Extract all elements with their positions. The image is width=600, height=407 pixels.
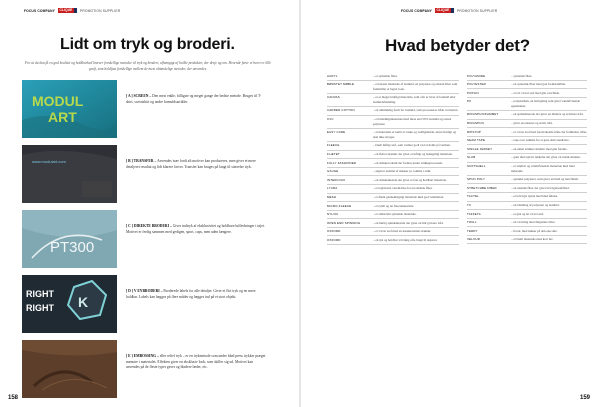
svg-text:www.modulart.com: www.modulart.com — [32, 159, 66, 164]
left-page — [0, 0, 299, 407]
glossary-entry — [467, 111, 587, 120]
glossary-definition: – at materialet er nemt at vaske og vedligeholde, tørrer hurtigt og skal ikke stryges. — [373, 130, 457, 139]
glossary-entry — [467, 184, 587, 193]
embossing-photo — [22, 340, 117, 398]
glossary-definition: – en almindelig form for bomuld, som processeres både ved karter. — [373, 108, 459, 113]
glossary-definition: – et registreret varemærke for en elastisk fiber. — [373, 186, 433, 191]
glossary-entry — [327, 159, 459, 168]
glossary-term: VELOUR — [467, 237, 481, 242]
page-title: Lidt om tryk og broderi. — [60, 36, 235, 53]
glossary-entry — [467, 98, 587, 111]
glossary-entry — [467, 89, 587, 98]
page-title: Hvad betyder det? — [385, 36, 530, 55]
glossary-term: TWILL — [467, 220, 477, 225]
clique-logo: CLIQUE — [58, 8, 77, 13]
glossary-term: CANVAS — [327, 95, 340, 100]
glossary-definition: – en syntetisk fiber med god formstabilitet. — [511, 82, 566, 87]
glossary-entry — [467, 128, 587, 137]
screen-print-photo — [22, 80, 117, 138]
header-brand: FOCUS COMPANY — [24, 8, 56, 13]
glossary-entry — [467, 227, 587, 236]
glossary-definition: – giver en ensartet og stærk tråd. — [511, 121, 553, 126]
glossary-entry — [327, 236, 459, 245]
glossary-definition: – et tyndt og let fleecemateriale. — [373, 203, 415, 208]
glossary-entry — [467, 120, 587, 129]
glossary-entry — [327, 129, 459, 142]
glossary-term: BØRSTET MØBLE — [327, 82, 355, 87]
glossary-entry — [467, 81, 587, 90]
woven-label-photo — [22, 275, 117, 333]
glossary-entry — [467, 154, 587, 163]
glossary-entry — [327, 142, 459, 151]
right-header — [401, 8, 497, 13]
glossary-definition: – et vævet stof med forstærkende tråde der forhindrer rifter. — [511, 129, 587, 134]
glossary-definition: – et blandingsmateriale med mere end 50% bomuld og resten polyester. — [373, 117, 452, 126]
glossary-definition: – blødt luftigt stof, som varmer godt ved at holde på varmen. — [373, 143, 451, 148]
glossary-entry — [327, 176, 459, 185]
glossary-entry — [327, 72, 459, 81]
glossary-entry — [327, 116, 459, 129]
glossary-term: OXFORD — [327, 237, 341, 242]
glossary-definition: – et letvægts nylon med blød følelse. — [511, 194, 559, 199]
glossary-entry — [467, 72, 587, 81]
method-label: [ E ] EMBOSSING – — [126, 354, 159, 358]
glossary-entry — [467, 219, 587, 228]
glossary-term: POLYESTER — [467, 82, 486, 87]
glossary-definition: – garn med ujævn tykkelse der giver en rustik struktur. — [511, 155, 581, 160]
right-page — [301, 0, 600, 407]
glossary-column-2 — [467, 72, 587, 244]
method-description: eller relief tryk – er en trykmetode som under blød press trykker præget mønstre i materialet. Effekten giver en eksklusiv look, som skiller sig ud. Motivet kan anvendes på de fleste typer gaver og blødere læder, etc. — [126, 354, 266, 369]
glossary-definition: – et åbent gennemsigtigt materiale med god ventilation. — [373, 195, 444, 199]
glossary-term: LYCRA — [327, 186, 338, 191]
glossary-definition: – et blødt materiale med kort luv. — [511, 237, 554, 242]
glossary-term: MESH — [327, 195, 337, 199]
transfer-print-photo — [22, 145, 117, 203]
glossary-entry — [467, 236, 587, 245]
glossary-term: EASY CARE — [327, 130, 346, 135]
glossary-entry — [467, 193, 587, 202]
glossary-term: OXFORD — [327, 229, 341, 234]
glossary-term: GAUGE — [327, 169, 339, 174]
glossary-entry — [327, 151, 459, 160]
glossary-entry — [327, 211, 459, 220]
method-label: [ D ] V EYBRODERI – — [126, 289, 163, 293]
svg-text:PT300: PT300 — [50, 239, 95, 256]
glossary-definition: – et slidstærkt syntetisk materiale. — [373, 212, 417, 217]
glossary-definition: – frotté, med løkker på den ene side. — [511, 228, 558, 233]
glossary-definition: – en blanding af polyester og bomuld. — [511, 203, 560, 207]
glossary-definition: – en strikket tekstil der formes under strikkeprocessen. — [373, 160, 443, 165]
clique-logo: CLIQUE — [435, 8, 454, 13]
glossary-entry — [327, 94, 459, 107]
svg-text:K: K — [78, 294, 89, 310]
header-subtitle: PROMOTION SUPPLIER — [79, 8, 121, 13]
svg-text:RIGHT: RIGHT — [26, 303, 54, 313]
method-screen — [22, 80, 278, 138]
page-number: 158 — [8, 395, 19, 401]
glossary-term: SINGLE JERSEY — [467, 146, 493, 151]
glossary-definition: – angiver antallet af masker pr. tomme i strik. — [373, 169, 432, 174]
method-label: [ A ] SCREEN – — [126, 94, 152, 98]
glossary-definition: – et børstet materiale af bomuld, en polyester og elastan fiber som fremstiller et lagret look. — [373, 82, 458, 91]
glossary-definition: – er syntetisk fiber. — [373, 73, 398, 78]
glossary-term: FLÆTET — [327, 152, 340, 157]
glossary-entry — [467, 137, 587, 146]
glossary-term: RINGSPUN/KAMMET — [467, 112, 499, 117]
glossary-entry — [327, 168, 459, 177]
glossary-definition: – et glat og let vævet stof. — [511, 211, 545, 216]
glossary-definition: – tape over sømme for at gøre dem vandtætte. — [511, 138, 570, 143]
glossary-term: ACRYL — [327, 73, 338, 78]
glossary-term: SLUB — [467, 155, 476, 160]
glossary-term: POLYAMIDE — [467, 73, 486, 78]
glossary-term: INTERLOCK — [327, 177, 346, 182]
glossary-definition: – syntetisk fiber. — [511, 73, 533, 78]
glossary-term: SOFTSHELL — [467, 164, 486, 169]
glossary-entry — [327, 228, 459, 237]
glossary-entry — [327, 194, 459, 203]
glossary-term: MICRO-FLEECE — [327, 203, 352, 208]
glossary-definition: – en tyk og holdbar vævning ofte brugt til skjorter. — [373, 237, 438, 242]
glossary-definition: – et tæt vævet stof med glat overflade. — [511, 90, 560, 95]
glossary-entry — [467, 176, 587, 185]
glossary-definition: – polyurethan, en belægning som giver vandafvisende egenskaber. — [511, 99, 580, 108]
method-description: Broderede labels for alle detaljer. Giver et flot tryk og en mere holdbar. Labels kan lægges på flere måder og lægges ind på et stort objekt. — [126, 289, 256, 299]
glossary-definition: – en strikkemetode der giver et fast og holdbart materiale. — [373, 177, 447, 182]
glossary-definition: – et vævet stof med en karakteristisk struktur. — [373, 229, 432, 234]
glossary-term: FULLY FASHIONED — [327, 160, 357, 165]
glossary-term: RIPSTOP — [467, 129, 482, 134]
method-direct-embroidery — [22, 210, 278, 268]
glossary-term: TERRY — [467, 228, 478, 233]
svg-text:ART: ART — [48, 109, 77, 125]
glossary-definition: – en elastisk fiber der giver bevægelsesfrihed. — [511, 185, 570, 190]
method-label: [ B ] TRANSFER – — [126, 159, 157, 163]
glossary-entry — [327, 202, 459, 211]
glossary-term: FLEECE — [327, 143, 340, 148]
glossary-term: TAFFETA — [467, 211, 481, 216]
method-description: Den mest enkle, billigste og meget gange der bedste metode. Bruges til T-shirt, sweatshirt og andre bomuldsartikler. — [126, 94, 262, 104]
glossary-term: POPLIN — [467, 90, 479, 95]
glossary-term: CARDED COTTON — [327, 108, 355, 113]
glossary-term: NYLON — [327, 212, 338, 217]
header-brand: FOCUS COMPANY — [401, 8, 433, 13]
glossary-definition: – en flettet struktur der giver et luftigt og behageligt materiale. — [373, 152, 453, 157]
glossary-entry — [327, 185, 459, 194]
glossary-term: STRETCHBE FIBER — [467, 185, 497, 190]
glossary-definition: – en hurtig spindemetode der giver en lidt grovere tråd. — [373, 220, 444, 225]
glossary-term: RINGSPUN — [467, 121, 484, 126]
glossary-definition: – et vindtæt og vandafvisende materiale med blød inderside. — [511, 164, 575, 173]
glossary-column-1 — [327, 72, 459, 245]
embroidery-photo — [22, 210, 117, 268]
glossary-definition: – en spindemetode der giver en blødere og stærkere tråd. — [511, 112, 584, 117]
glossary-term: PU — [467, 99, 472, 104]
glossary-term: TACTEL — [467, 194, 480, 199]
glossary-term: OPEN END SPINNING — [327, 220, 361, 225]
glossary-definition: – er et meget kraftigt materiale, som ofte er lavet af bomuld eller bomuldsblanding. — [373, 95, 456, 104]
svg-text:MODUL: MODUL — [32, 93, 84, 109]
glossary-term: SEAM TAPE — [467, 138, 486, 143]
glossary-term: CVC — [327, 117, 334, 122]
glossary-definition: – spundet polyester, som giver en blød og mat finish. — [511, 177, 579, 182]
page-number: 159 — [579, 395, 590, 401]
header-subtitle: PROMOTION SUPPLIER — [456, 8, 498, 13]
method-transfer — [22, 145, 278, 203]
glossary-definition: – en enkel strikket struktur med glat forside. — [511, 146, 568, 151]
glossary-term: SPUN POLY — [467, 177, 486, 182]
glossary-entry — [327, 81, 459, 94]
method-description: Giver indtryk af eksklusivitet og holdbare luftledninger i tøjet. Motivet er ferdig sammen med gedigen, sport, caps, men uden længere. — [126, 224, 265, 234]
method-embossing — [22, 340, 278, 398]
svg-text:RIGHT: RIGHT — [26, 289, 54, 299]
glossary-entry — [467, 202, 587, 211]
left-header — [24, 8, 120, 13]
method-label: [ C ] DIREKTE BRODERI – — [126, 224, 172, 228]
method-weave-embroidery — [22, 275, 278, 333]
method-description: Anvendes især fordi alt motiver kan produceres, men giver et mere detaljeret resultat og lidt klarere farver. Transfer kan bruges på langt til størrelse tryk. — [126, 159, 256, 169]
glossary-definition: – en vævning med diagonale riller. — [511, 220, 556, 225]
glossary-entry — [327, 107, 459, 116]
glossary-entry — [467, 210, 587, 219]
glossary-entry — [467, 163, 587, 176]
glossary-entry — [327, 219, 459, 228]
glossary-term: TC — [467, 203, 472, 207]
intro-text: For at du kan få en god kvalitet og holdbarhed kræver forskellige metoder til tryk og broderi, afhængigt af hvilke produkter, der dreje og om. Hvornår fører vi hvert er lille grafi, som holdfast forskellige mellem de mest almindelige metoder, der anvendes. — [24, 61, 272, 71]
glossary-entry — [467, 145, 587, 154]
